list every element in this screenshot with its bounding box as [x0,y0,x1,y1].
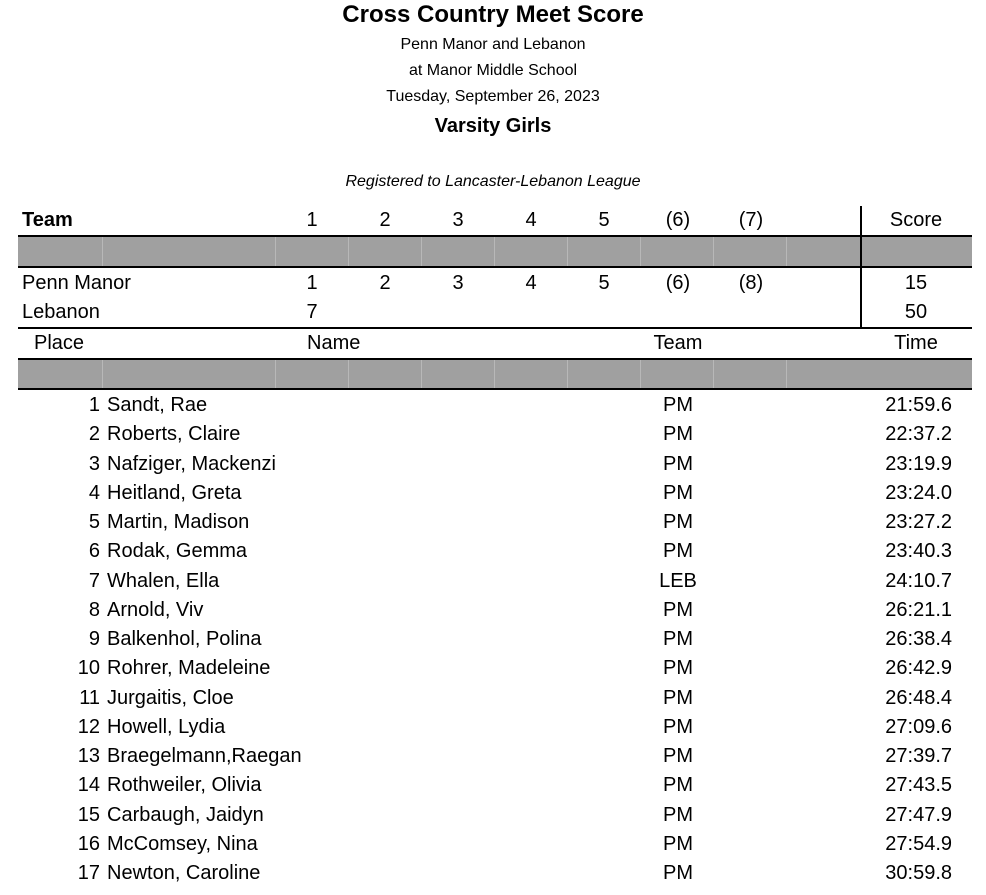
band-separator [786,360,787,388]
band-separator [494,360,495,388]
team-col-header: Team [653,332,703,354]
result-time: 30:59.8 [885,862,952,884]
score-header: Score [889,209,943,231]
divider [18,266,972,268]
result-place: 2 [88,423,100,445]
result-team: PM [663,745,693,767]
result-team: PM [663,599,693,621]
result-name: Nafziger, Mackenzi [107,453,276,475]
team-place: 2 [379,272,391,294]
result-team: PM [663,394,693,416]
band-separator [640,237,641,266]
result-team: LEB [659,570,697,592]
league-note: Registered to Lancaster-Lebanon League [345,173,641,190]
result-name: Martin, Madison [107,511,250,533]
result-time: 27:54.9 [885,833,952,855]
result-time: 22:37.2 [885,423,952,445]
band-separator [640,360,641,388]
result-team: PM [663,628,693,650]
result-place: 5 [88,511,100,533]
result-name: Sandt, Rae [107,394,208,416]
name-header: Name [307,332,361,354]
band-separator [786,237,787,266]
result-name: Rohrer, Madeleine [107,657,271,679]
result-team: PM [663,511,693,533]
band-separator [348,237,349,266]
result-place: 10 [77,657,100,679]
result-name: Balkenhol, Polina [107,628,262,650]
result-place: 3 [88,453,100,475]
result-time: 27:39.7 [885,745,952,767]
col-header-5: 5 [598,209,610,231]
result-time: 26:48.4 [885,687,952,709]
result-name: Newton, Caroline [107,862,261,884]
result-time: 23:40.3 [885,540,952,562]
result-team: PM [663,423,693,445]
team-score: 50 [904,301,928,323]
meet-teams: Penn Manor and Lebanon [400,36,586,53]
result-name: Arnold, Viv [107,599,204,621]
result-time: 26:21.1 [885,599,952,621]
band-separator [102,237,103,266]
result-team: PM [663,862,693,884]
place-header: Place [34,332,85,354]
band-separator [421,237,422,266]
band-separator [713,360,714,388]
result-place: 7 [88,570,100,592]
band-separator [348,360,349,388]
result-place: 4 [88,482,100,504]
team-place: (6) [665,272,691,294]
page-title: Cross Country Meet Score [342,1,644,28]
team-place: 4 [525,272,537,294]
result-team: PM [663,774,693,796]
result-place: 15 [77,804,100,826]
result-name: Carbaugh, Jaidyn [107,804,264,826]
band-separator [494,237,495,266]
result-place: 17 [77,862,100,884]
team-place: 3 [452,272,464,294]
result-place: 1 [88,394,100,416]
result-time: 26:42.9 [885,657,952,679]
result-place: 6 [88,540,100,562]
team-name: Lebanon [22,301,100,323]
result-place: 11 [79,687,100,709]
result-time: 27:43.5 [885,774,952,796]
grey-band [18,360,972,388]
result-team: PM [663,716,693,738]
divider [18,327,972,329]
result-name: Braegelmann,Raegan [107,745,302,767]
result-name: Rothweiler, Olivia [107,774,262,796]
score-column-divider [860,206,862,328]
result-team: PM [663,687,693,709]
result-time: 23:24.0 [885,482,952,504]
result-place: 13 [77,745,100,767]
col-header-6: (6) [665,209,691,231]
result-name: Whalen, Ella [107,570,220,592]
result-place: 9 [88,628,100,650]
col-header-4: 4 [525,209,537,231]
result-name: Heitland, Greta [107,482,242,504]
grey-band [18,237,972,266]
result-time: 27:09.6 [885,716,952,738]
result-time: 23:19.9 [885,453,952,475]
result-time: 26:38.4 [885,628,952,650]
result-team: PM [663,833,693,855]
result-place: 14 [77,774,100,796]
team-score: 15 [904,272,928,294]
division-title: Varsity Girls [434,115,552,137]
band-separator [567,360,568,388]
team-place: (8) [738,272,764,294]
col-header-1: 1 [306,209,318,231]
result-place: 8 [88,599,100,621]
result-time: 24:10.7 [885,570,952,592]
team-header: Team [22,209,73,231]
band-separator [421,360,422,388]
result-name: McComsey, Nina [107,833,258,855]
band-separator [713,237,714,266]
team-name: Penn Manor [22,272,131,294]
col-header-2: 2 [379,209,391,231]
band-separator [275,237,276,266]
team-place: 5 [598,272,610,294]
divider [18,388,972,390]
result-time: 27:47.9 [885,804,952,826]
result-team: PM [663,453,693,475]
result-place: 16 [77,833,100,855]
result-team: PM [663,482,693,504]
band-separator [567,237,568,266]
result-name: Howell, Lydia [107,716,226,738]
meet-date: Tuesday, September 26, 2023 [386,88,600,105]
time-header: Time [894,332,938,354]
result-place: 12 [77,716,100,738]
team-place: 1 [306,272,318,294]
result-team: PM [663,540,693,562]
result-team: PM [663,804,693,826]
result-name: Rodak, Gemma [107,540,248,562]
result-name: Jurgaitis, Cloe [107,687,234,709]
band-separator [102,360,103,388]
team-place: 7 [306,301,318,323]
col-header-3: 3 [452,209,464,231]
result-name: Roberts, Claire [107,423,241,445]
result-time: 21:59.6 [885,394,952,416]
result-team: PM [663,657,693,679]
result-time: 23:27.2 [885,511,952,533]
meet-location: at Manor Middle School [408,62,578,79]
band-separator [275,360,276,388]
col-header-7: (7) [738,209,764,231]
